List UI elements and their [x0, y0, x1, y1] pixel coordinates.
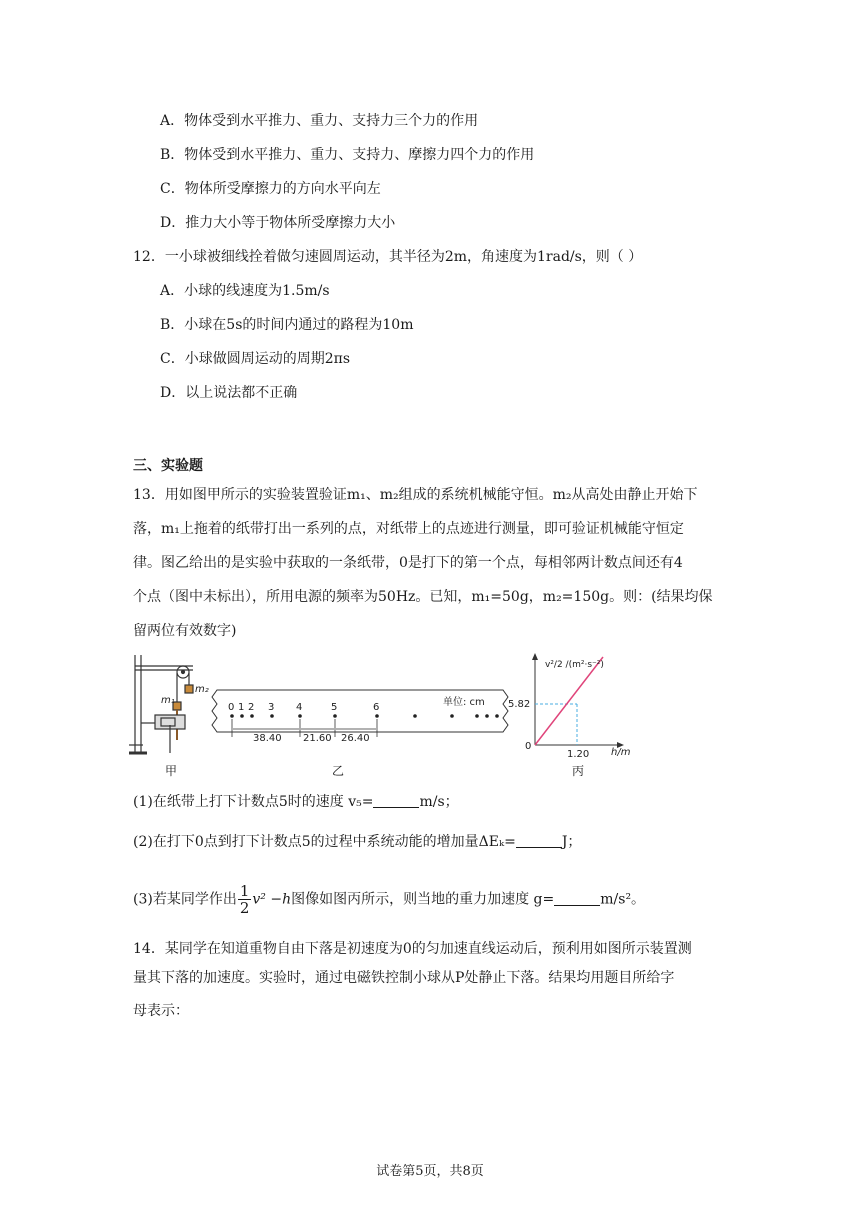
answer-blank-3[interactable] — [554, 891, 600, 906]
tape-unit: 单位: cm — [443, 697, 485, 708]
caption-jia: 甲 — [165, 764, 178, 778]
q11-option-d: D．推力大小等于物体所受摩擦力大小 — [160, 215, 396, 231]
q12-option-d: D．以上说法都不正确 — [160, 385, 298, 401]
page-footer: 试卷第5页，共8页 — [376, 1164, 484, 1179]
q13-sub3: (3)若某同学作出 $\frac{1}{2}$ v² −h图像如图丙所示，则当地的重力加速度 g= m/s²。 — [133, 882, 646, 917]
experiment-figure — [125, 645, 645, 780]
answer-blank-2[interactable] — [516, 833, 562, 848]
caption-bing: 丙 — [572, 764, 585, 778]
paper-tape — [212, 690, 508, 744]
m2-label: m₂ — [195, 684, 209, 695]
q14-line-1: 14．某同学在知道重物自由下落是初速度为0的匀加速直线运动后，预利用如图所示装置测 — [133, 941, 692, 957]
q13-sub1: (1)在纸带上打下计数点5时的速度 v₅= m/s； — [133, 794, 459, 810]
tape-point-3: 3 — [268, 702, 275, 713]
q13-line-3: 律。图乙给出的是实验中获取的一条纸带，0是打下的第一个点，每相邻两计数点间还有4 — [133, 555, 683, 571]
q12-option-b: B．小球在5s的时间内通过的路程为10m — [160, 317, 414, 333]
answer-blank-1[interactable] — [373, 793, 419, 808]
graph-origin: 0 — [525, 741, 532, 752]
q11-option-c: C．物体所受摩擦力的方向水平向左 — [160, 181, 381, 197]
tape-point-4: 4 — [296, 702, 303, 713]
q14-line-3: 母表示： — [133, 1003, 189, 1019]
q13-line-1: 13．用如图甲所示的实验装置验证m₁、m₂组成的系统机械能守恒。m₂从高处由静止开始下 — [133, 487, 698, 503]
graph-x-value: 1.20 — [567, 749, 590, 760]
section-heading: 三、实验题 — [133, 458, 203, 474]
distance-38-40: 38.40 — [253, 733, 282, 744]
graph-x-label: h/m — [611, 747, 631, 758]
tape-point-1: 1 — [238, 702, 245, 713]
q13-sub2: (2)在打下0点到打下计数点5的过程中系统动能的增加量ΔEₖ= J； — [133, 834, 582, 850]
q13-line-2: 落，m₁上拖着的纸带打出一系列的点，对纸带上的点迹进行测量，即可验证机械能守恒定 — [133, 521, 684, 537]
caption-yi: 乙 — [332, 764, 345, 778]
tape-point-2: 2 — [248, 702, 255, 713]
q12-stem: 12．一小球被细线拴着做匀速圆周运动，其半径为2m，角速度为1rad/s，则（ ） — [133, 249, 643, 265]
q12-option-a: A．小球的线速度为1.5m/s — [160, 283, 330, 299]
fraction-half: $\frac{1}{2}$ — [239, 882, 250, 917]
tape-point-0: 0 — [228, 702, 235, 713]
v2-h-graph — [508, 653, 631, 760]
q11-option-b: B．物体受到水平推力、重力、支持力、摩擦力四个力的作用 — [160, 147, 535, 163]
q14-line-2: 量其下落的加速度。实验时，通过电磁铁控制小球从P处静止下落。结果均用题目所给字 — [133, 970, 675, 986]
distance-26-40: 26.40 — [341, 733, 370, 744]
graph-y-label: v²/2 /(m²·s⁻²) — [545, 660, 604, 670]
m1-label: m₁ — [161, 695, 175, 706]
q11-option-a: A．物体受到水平推力、重力、支持力三个力的作用 — [160, 113, 479, 129]
distance-21-60: 21.60 — [303, 733, 332, 744]
graph-y-value: 5.82 — [508, 699, 531, 710]
q13-line-5: 留两位有效数字) — [133, 623, 237, 639]
q12-option-c: C．小球做圆周运动的周期2πs — [160, 351, 351, 367]
tape-point-5: 5 — [331, 702, 338, 713]
tape-point-6: 6 — [373, 702, 380, 713]
q13-line-4: 个点（图中未标出），所用电源的频率为50Hz。已知，m₁=50g，m₂=150g。则：(结果均保 — [133, 589, 713, 605]
